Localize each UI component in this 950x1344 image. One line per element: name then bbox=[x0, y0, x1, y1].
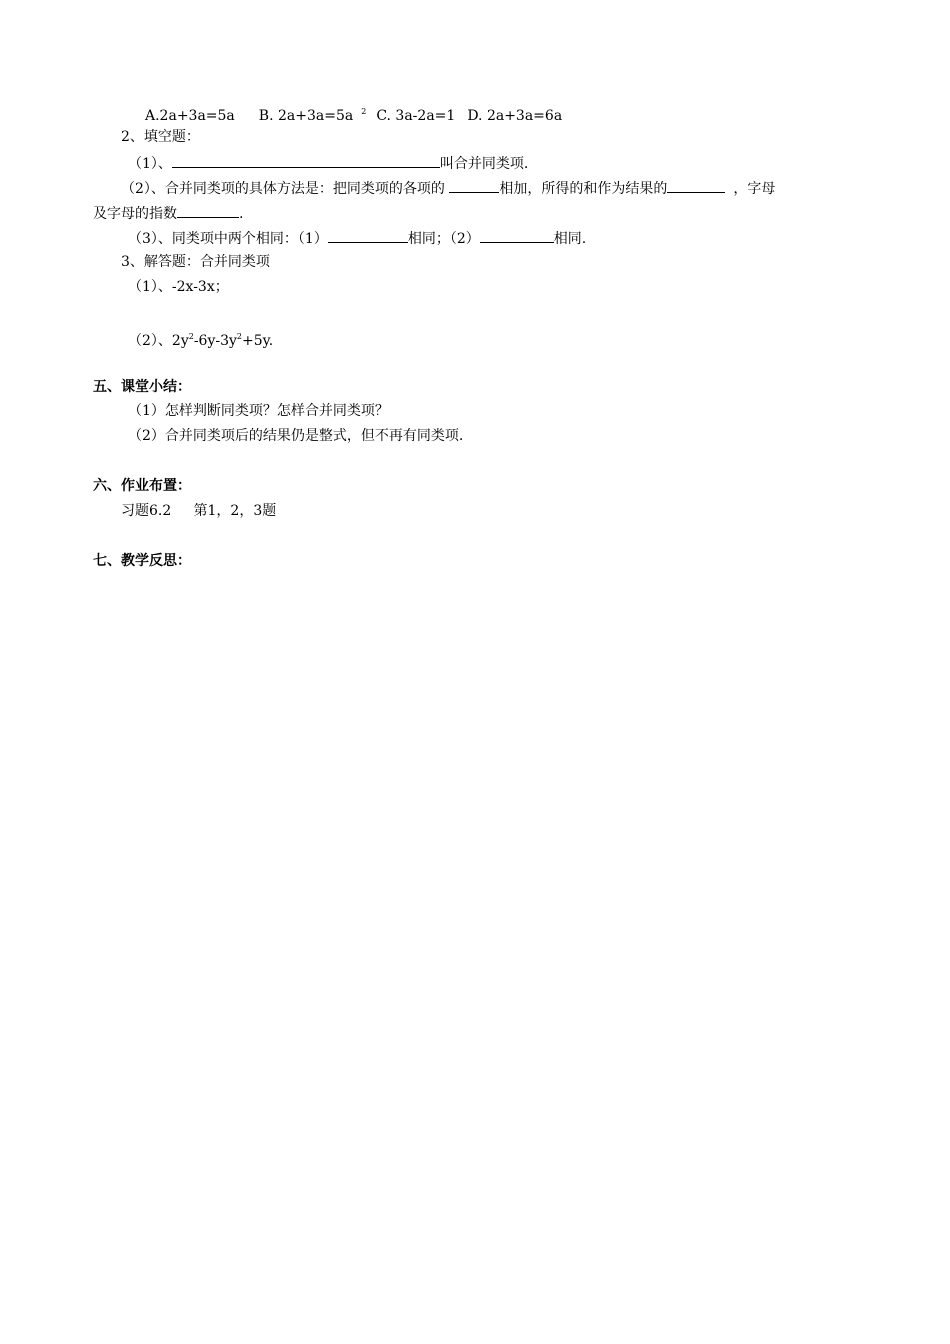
q2-item2-end: ，字母 bbox=[733, 181, 776, 197]
q2-item1-prefix: （1）、 bbox=[128, 156, 172, 172]
q3-item2-prefix: （2）、2y bbox=[128, 333, 189, 349]
q1-options-row bbox=[145, 103, 562, 125]
q2-item2-line2-end: . bbox=[239, 206, 244, 222]
option-a: A.2a+3a=5a bbox=[145, 108, 235, 124]
option-b: B. 2a+3a=5a bbox=[258, 108, 354, 124]
section5-line2: （2）合并同类项后的结果仍是整式，但不再有同类项. bbox=[128, 428, 464, 444]
q2-item2-line2-prefix: 及字母的指数 bbox=[93, 206, 177, 222]
section7-title: 七、教学反思： bbox=[93, 553, 191, 569]
q2-item3-end: 相同. bbox=[553, 231, 587, 247]
q2-heading: 2、填空题： bbox=[121, 129, 200, 145]
section6-line1: 习题6.2 第1，2，3题 bbox=[121, 503, 277, 519]
option-d: D. 2a+3a=6a bbox=[467, 108, 563, 124]
q2-item2-mid: 相加，所得的和作为结果的 bbox=[499, 181, 668, 197]
q2-item2 bbox=[121, 178, 775, 198]
q2-item3-blank2 bbox=[480, 228, 554, 243]
section5-line1: （1）怎样判断同类项？怎样合并同类项？ bbox=[128, 403, 389, 419]
section6-title: 六、作业布置： bbox=[93, 478, 191, 494]
q2-item1-blank bbox=[172, 153, 440, 168]
q3-item2-exponent1: 2 bbox=[188, 332, 194, 341]
q3-item1: （1）、-2x-3x； bbox=[128, 279, 229, 295]
q2-item2-blank2 bbox=[667, 178, 725, 193]
q2-item3-prefix: （3）、同类项中两个相同：（1） bbox=[128, 231, 328, 247]
q3-item2-mid: -6y-3y bbox=[193, 333, 237, 349]
q2-item2-prefix: （2）、合并同类项的具体方法是：把同类项的各项的 bbox=[121, 181, 450, 197]
option-b-exponent: 2 bbox=[361, 107, 367, 116]
q2-item3-blank1 bbox=[328, 228, 408, 243]
option-c: C. 3a-2a=1 bbox=[376, 108, 456, 124]
q3-item2-end: +5y. bbox=[242, 333, 274, 349]
q2-item2-blank1 bbox=[449, 178, 499, 193]
q3-item2 bbox=[128, 328, 273, 350]
q3-item2-exponent2: 2 bbox=[236, 332, 243, 341]
q2-item1 bbox=[128, 153, 528, 173]
q3-heading: 3、解答题：合并同类项 bbox=[121, 254, 270, 270]
q2-item3 bbox=[128, 228, 586, 248]
q2-item2-blank3 bbox=[177, 203, 239, 218]
q2-item1-suffix: 叫合并同类项. bbox=[439, 156, 529, 172]
q2-item3-mid: 相同；（2） bbox=[407, 231, 480, 247]
section5-title: 五、课堂小结： bbox=[93, 379, 191, 395]
q2-item2-line2 bbox=[93, 203, 243, 223]
